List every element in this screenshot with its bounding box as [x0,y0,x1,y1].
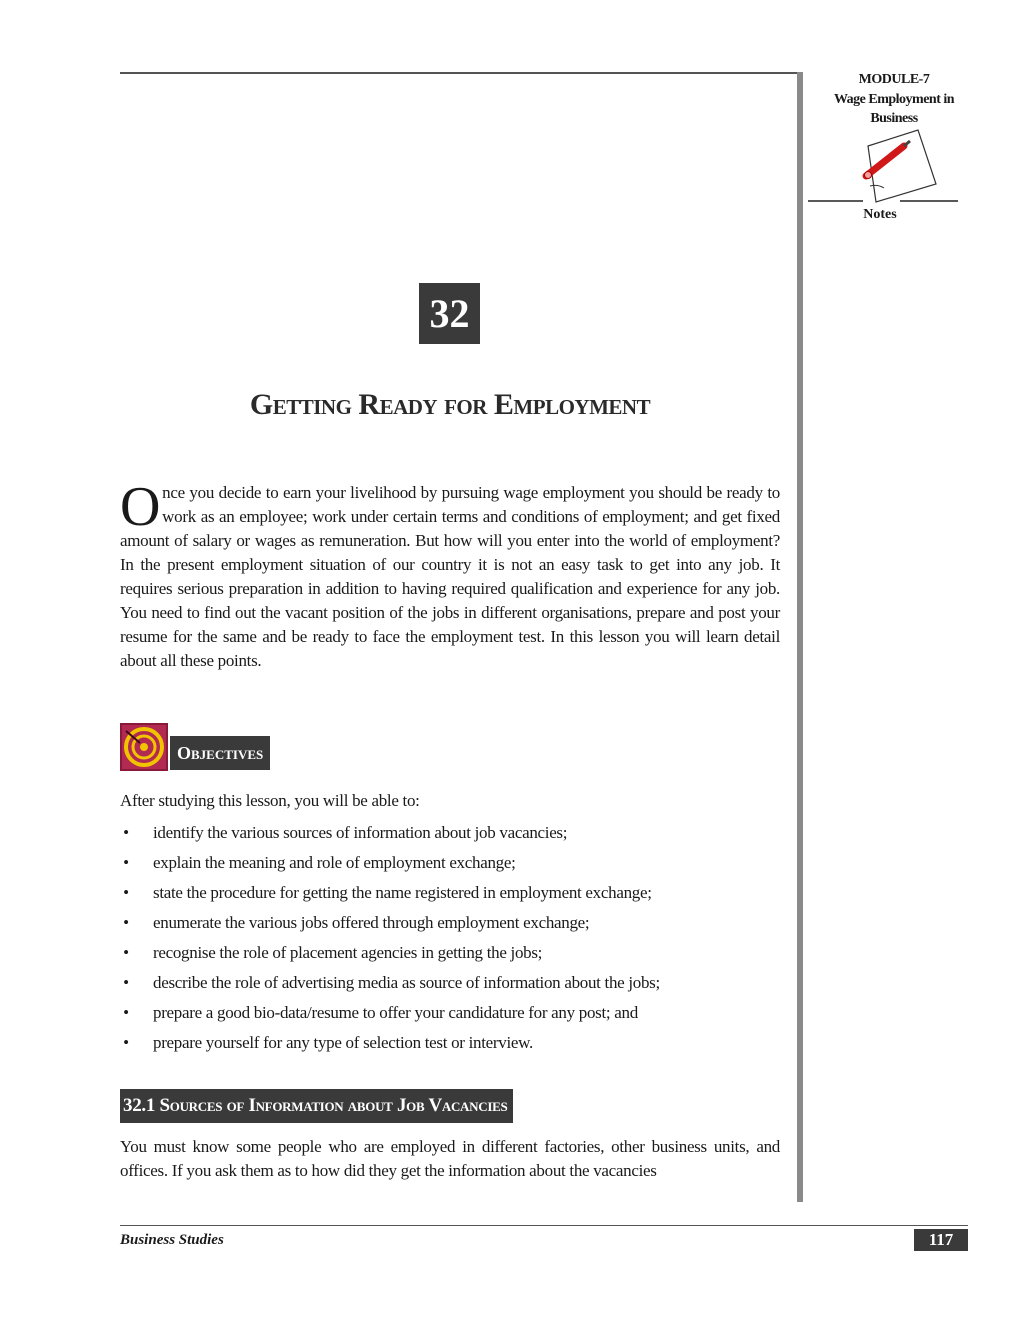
top-rule [120,72,802,74]
bullet: • [123,1033,129,1052]
list-item: • recognise the role of placement agencies in getting the jobs; [120,938,780,968]
list-item: • describe the role of advertising media as source of information about the jobs; [120,968,780,998]
section-paragraph: You must know some people who are employed in different factories, other business units, and offices. If you ask them as to how did they get the information about the vacancies [120,1137,780,1180]
footer-book-title: Business Studies [120,1232,224,1248]
margin-bar [797,72,803,1202]
objectives-list [120,818,780,1058]
intro-paragraph [120,476,780,673]
page-number: 117 [914,1229,968,1251]
list-item: • prepare a good bio-data/resume to offer your candidature for any post; and [120,998,780,1028]
module-sidebar [808,70,980,222]
bullet: • [123,853,129,872]
list-item: • identify the various sources of information about job vacancies; [120,818,780,848]
bullet: • [123,973,129,992]
objectives-heading: Objectives [170,736,270,770]
section-heading: 32.1 Sources of Information about Job Vacancies [120,1089,513,1123]
module-title-line1: Wage Employment in [833,92,955,107]
list-item: • enumerate the various jobs offered through employment exchange; [120,908,780,938]
bullet: • [123,913,129,932]
target-icon [120,723,168,771]
list-item: • prepare yourself for any type of selection test or interview. [120,1028,780,1058]
chapter-number-badge: 32 [419,283,480,344]
bullet: • [123,883,129,902]
bullet: • [123,823,129,842]
bullet: • [123,943,129,962]
chapter-title: Getting Ready for Employment [249,388,651,421]
intro-text: nce you decide to earn your livelihood by pursuing wage employment you should be ready to work as an employee; work under certain terms and conditions of employment; and get fixed amount of salary or wages as remuneration. But how will you enter into the world of employment? In the present employment situation of our country it is not an easy task to get into any job. It requires serious preparation in addition to having required qualification and experience for any job. You need to find out the vacant position of the jobs in different organisations, prepare and post your resume for the same and be ready to face the employment test. In this lesson you will learn detail about all these points. [120,483,780,670]
objectives-lead: After studying this lesson, you will be able to: [120,791,420,810]
module-title-line2: Business [870,111,918,126]
list-item: • explain the meaning and role of employment exchange; [120,848,780,878]
module-number: MODULE-7 [858,72,930,87]
list-item: • state the procedure for getting the name registered in employment exchange; [120,878,780,908]
notes-label: Notes [863,207,897,222]
footer-rule [120,1225,968,1226]
drop-cap: O [120,476,161,538]
bullet: • [123,1003,129,1022]
